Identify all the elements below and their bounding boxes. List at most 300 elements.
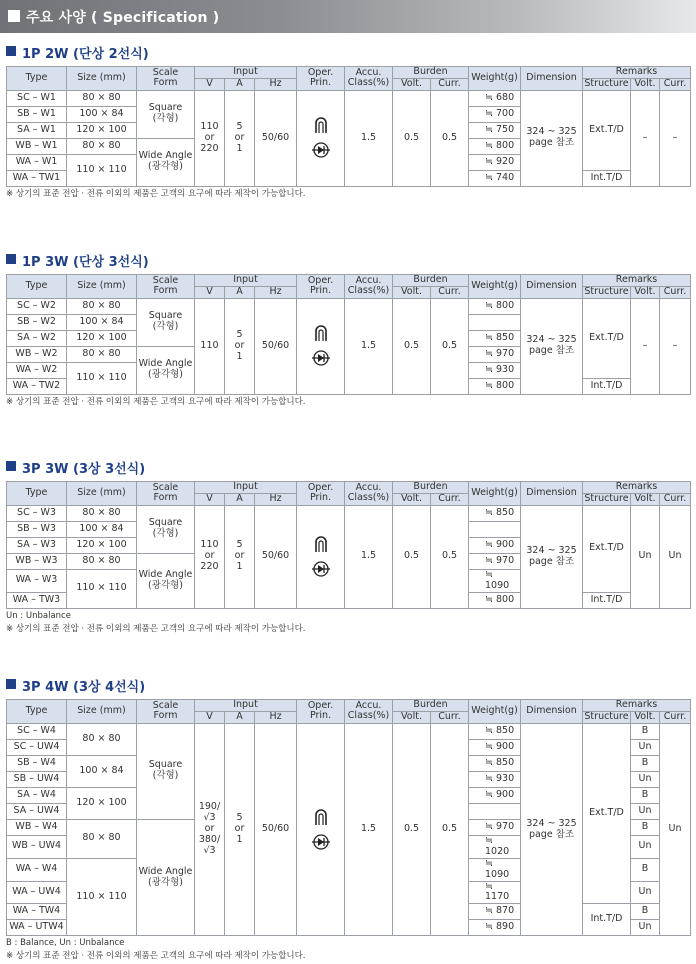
square-bullet-icon xyxy=(8,10,20,22)
section-title: 1P 3W (단상 3선식) xyxy=(22,255,149,270)
scale-wide-kr: (광각형) xyxy=(148,876,183,888)
dimension-cell xyxy=(521,298,583,394)
input-current-1: 5 xyxy=(236,539,243,551)
weight-cell: ≒ 900 xyxy=(469,787,521,803)
legend-note: Un : Unbalance xyxy=(6,610,71,621)
header-accu: Accu. xyxy=(355,274,382,286)
structure-cell: Int.T/D xyxy=(583,170,631,186)
scale-wide: Wide Angle xyxy=(138,150,193,162)
header-v: V xyxy=(195,286,225,298)
table-row xyxy=(7,90,691,106)
weight-cell: ≒ 970 xyxy=(469,819,521,835)
remarks-volt-cell: Un xyxy=(631,835,660,858)
structure-cell: Int.T/D xyxy=(583,378,631,394)
header-size: Size (mm) xyxy=(67,700,137,724)
remarks-curr-cell: – xyxy=(660,90,691,186)
operating-principle-icon xyxy=(297,534,344,580)
header-burden-curr: Curr. xyxy=(431,711,469,723)
dimension-range: 324 ~ 325 xyxy=(526,126,577,138)
header-burden-curr: Curr. xyxy=(431,493,469,505)
header-hz: Hz xyxy=(255,286,297,298)
type-cell: WA – TW2 xyxy=(7,378,67,394)
header-remarks-volt: Volt. xyxy=(631,711,660,723)
header-class: Class(%) xyxy=(347,77,390,89)
header-accu-class xyxy=(345,67,393,91)
header-scale: Scale xyxy=(152,481,179,493)
type-cell: WA – TW1 xyxy=(7,170,67,186)
remarks-curr-cell: Un xyxy=(660,723,691,936)
oper-prin-cell xyxy=(297,90,345,186)
header-type: Type xyxy=(7,700,67,724)
header-remarks: Remarks xyxy=(583,275,691,287)
spec-table xyxy=(6,481,691,609)
section-heading xyxy=(6,457,691,477)
scale-form-cell xyxy=(137,298,195,346)
structure-cell: Ext.T/D xyxy=(583,90,631,170)
header-type: Type xyxy=(7,482,67,506)
square-bullet-icon xyxy=(6,461,16,471)
weight-cell: ≒ 850 xyxy=(469,330,521,346)
type-cell: SA – UW4 xyxy=(7,803,67,819)
title-banner xyxy=(0,0,696,33)
header-oper: Oper. xyxy=(307,481,334,493)
dimension-range: 324 ~ 325 xyxy=(526,817,577,829)
footnote: ※ 상기의 표준 전압 · 전류 이외의 제품은 고객의 요구에 따라 제작이 가능합니다. xyxy=(6,951,306,962)
size-cell: 110 × 110 xyxy=(67,154,137,186)
header-class: Class(%) xyxy=(347,710,390,722)
header-dimension: Dimension xyxy=(521,67,583,91)
header-prin: Prin. xyxy=(309,285,332,297)
header-structure: Structure xyxy=(584,285,629,297)
header-form: Form xyxy=(153,77,178,89)
type-cell: SA – W1 xyxy=(7,122,67,138)
type-cell: WA – W3 xyxy=(7,569,67,592)
type-cell: WA – W4 xyxy=(7,858,67,881)
type-cell: SA – W2 xyxy=(7,330,67,346)
weight-cell: ≒ 740 xyxy=(469,170,521,186)
input-voltage-cell xyxy=(195,723,225,936)
header-scale: Scale xyxy=(152,274,179,286)
spec-table xyxy=(6,699,691,936)
header-oper-prin xyxy=(297,67,345,91)
type-cell: WA – TW3 xyxy=(7,592,67,608)
weight-cell: ≒ 800 xyxy=(469,138,521,154)
rectifier-symbol-icon xyxy=(312,562,330,576)
header-weight: Weight(g) xyxy=(469,482,521,506)
size-cell: 100 × 84 xyxy=(67,521,137,537)
size-cell: 80 × 80 xyxy=(67,553,137,569)
input-current-cell xyxy=(225,298,255,394)
header-burden-curr: Curr. xyxy=(431,286,469,298)
header-size: Size (mm) xyxy=(67,67,137,91)
weight-cell: ≒ 920 xyxy=(469,154,521,170)
structure-cell: Ext.T/D xyxy=(583,505,631,592)
type-cell: WB – UW4 xyxy=(7,835,67,858)
square-bullet-icon xyxy=(6,679,16,689)
weight-cell: ≒ 850 xyxy=(469,755,521,771)
type-cell: SC – W1 xyxy=(7,90,67,106)
accuracy-cell: 1.5 xyxy=(345,90,393,186)
weight-cell: ≒ 1170 xyxy=(469,881,521,904)
header-remarks-curr: Curr. xyxy=(660,78,691,90)
weight-cell: ≒ 1090 xyxy=(469,569,521,592)
type-cell: SA – W4 xyxy=(7,787,67,803)
header-input: Input xyxy=(195,67,297,79)
burden-volt-cell: 0.5 xyxy=(393,723,431,936)
remarks-volt-cell: Un xyxy=(631,771,660,787)
header-a: A xyxy=(225,286,255,298)
type-cell: SC – W3 xyxy=(7,505,67,521)
weight-cell: ≒ 800 xyxy=(469,298,521,314)
header-prin: Prin. xyxy=(309,77,332,89)
input-current-2: 1 xyxy=(236,561,243,573)
header-weight: Weight(g) xyxy=(469,67,521,91)
scale-square-kr: (각형) xyxy=(152,321,179,333)
header-accu-class xyxy=(345,275,393,299)
type-cell: SA – W3 xyxy=(7,537,67,553)
header-burden: Burden xyxy=(393,482,469,494)
operating-principle-icon xyxy=(297,323,344,369)
size-cell: 110 × 110 xyxy=(67,569,137,608)
scale-wide-kr: (광각형) xyxy=(148,579,183,591)
header-scale-form xyxy=(137,67,195,91)
header-structure: Structure xyxy=(584,77,629,89)
header-structure: Structure xyxy=(584,710,629,722)
burden-curr-cell: 0.5 xyxy=(431,90,469,186)
scale-form-cell xyxy=(137,819,195,936)
type-cell: WB – W2 xyxy=(7,346,67,362)
type-cell: SB – W1 xyxy=(7,106,67,122)
input-voltage-2: 380/√3 xyxy=(198,834,221,856)
header-accu: Accu. xyxy=(355,66,382,78)
legend-note: B : Balance, Un : Unbalance xyxy=(6,938,125,949)
header-scale-form xyxy=(137,700,195,724)
rectifier-symbol-icon xyxy=(312,143,330,157)
weight-cell: ≒ 930 xyxy=(469,771,521,787)
scale-wide: Wide Angle xyxy=(138,358,193,370)
input-voltage-1: 110 xyxy=(200,120,219,132)
size-cell: 80 × 80 xyxy=(67,90,137,106)
header-oper-prin xyxy=(297,482,345,506)
structure-cell: Int.T/D xyxy=(583,592,631,608)
page-title: 주요 사양 ( Specification ) xyxy=(26,10,220,26)
weight-cell xyxy=(469,521,521,537)
oper-prin-cell xyxy=(297,298,345,394)
header-burden-volt: Volt. xyxy=(393,493,431,505)
remarks-volt-cell: – xyxy=(631,90,660,186)
weight-cell xyxy=(469,803,521,819)
header-size: Size (mm) xyxy=(67,275,137,299)
remarks-volt-cell: B xyxy=(631,787,660,803)
input-voltage-cell xyxy=(195,298,225,394)
burden-curr-cell: 0.5 xyxy=(431,298,469,394)
burden-volt-cell: 0.5 xyxy=(393,298,431,394)
header-v: V xyxy=(195,711,225,723)
input-voltage-1: 110 xyxy=(200,339,219,351)
scale-square-kr: (각형) xyxy=(152,113,179,125)
footnote: ※ 상기의 표준 전압 · 전류 이외의 제품은 고객의 요구에 따라 제작이 가능합니다. xyxy=(6,396,306,407)
section-heading xyxy=(6,675,691,695)
header-oper: Oper. xyxy=(307,274,334,286)
weight-cell: ≒ 900 xyxy=(469,537,521,553)
remarks-volt-cell: B xyxy=(631,904,660,920)
remarks-volt-cell: Un xyxy=(631,739,660,755)
header-hz: Hz xyxy=(255,493,297,505)
header-form: Form xyxy=(153,285,178,297)
weight-cell: ≒ 850 xyxy=(469,505,521,521)
remarks-volt-cell: – xyxy=(631,298,660,394)
header-burden-volt: Volt. xyxy=(393,286,431,298)
type-cell: SB – UW4 xyxy=(7,771,67,787)
header-weight: Weight(g) xyxy=(469,275,521,299)
frequency-cell: 50/60 xyxy=(255,90,297,186)
remarks-volt-cell: Un xyxy=(631,920,660,936)
header-accu: Accu. xyxy=(355,699,382,711)
header-scale-form xyxy=(137,482,195,506)
remarks-volt-cell: B xyxy=(631,755,660,771)
weight-cell: ≒ 800 xyxy=(469,592,521,608)
weight-cell: ≒ 890 xyxy=(469,920,521,936)
size-cell: 110 × 110 xyxy=(67,362,137,394)
weight-cell: ≒ 970 xyxy=(469,346,521,362)
header-dimension: Dimension xyxy=(521,700,583,724)
dimension-range: 324 ~ 325 xyxy=(526,544,577,556)
type-cell: SC – W4 xyxy=(7,723,67,739)
input-voltage-2: 220 xyxy=(200,561,219,573)
type-cell: SB – W4 xyxy=(7,755,67,771)
burden-volt-cell: 0.5 xyxy=(393,90,431,186)
structure-cell: Ext.T/D xyxy=(583,298,631,378)
header-input: Input xyxy=(195,275,297,287)
section-title: 3P 3W (3상 3선식) xyxy=(22,462,146,477)
weight-cell: ≒ 1020 xyxy=(469,835,521,858)
remarks-volt-cell: Un xyxy=(631,881,660,904)
size-cell: 80 × 80 xyxy=(67,505,137,521)
header-size: Size (mm) xyxy=(67,482,137,506)
type-cell: SC – W2 xyxy=(7,298,67,314)
type-cell: WA – TW4 xyxy=(7,904,67,920)
oper-prin-cell xyxy=(297,505,345,608)
frequency-cell: 50/60 xyxy=(255,723,297,936)
weight-cell: ≒ 900 xyxy=(469,739,521,755)
or-text: or xyxy=(234,339,245,351)
header-hz: Hz xyxy=(255,78,297,90)
or-text: or xyxy=(234,823,245,835)
scale-wide: Wide Angle xyxy=(138,568,193,580)
scale-square-kr: (각형) xyxy=(152,770,179,782)
header-a: A xyxy=(225,493,255,505)
header-accu: Accu. xyxy=(355,481,382,493)
header-type: Type xyxy=(7,67,67,91)
section-title: 1P 2W (단상 2선식) xyxy=(22,47,149,62)
size-cell: 80 × 80 xyxy=(67,138,137,154)
header-prin: Prin. xyxy=(309,710,332,722)
weight-cell xyxy=(469,314,521,330)
header-remarks-volt: Volt. xyxy=(631,493,660,505)
moving-iron-symbol-icon xyxy=(316,537,326,552)
input-current-cell xyxy=(225,90,255,186)
burden-curr-cell: 0.5 xyxy=(431,505,469,608)
scale-form-cell xyxy=(137,346,195,394)
dimension-range: 324 ~ 325 xyxy=(526,334,577,346)
or-text: or xyxy=(204,131,215,143)
scale-form-cell xyxy=(137,723,195,819)
scale-wide: Wide Angle xyxy=(138,865,193,877)
header-burden-curr: Curr. xyxy=(431,78,469,90)
scale-square: Square xyxy=(148,102,183,114)
header-class: Class(%) xyxy=(347,492,390,504)
oper-prin-cell xyxy=(297,723,345,936)
input-current-1: 5 xyxy=(236,328,243,340)
remarks-volt-cell: B xyxy=(631,723,660,739)
burden-curr-cell: 0.5 xyxy=(431,723,469,936)
input-voltage-1: 190/√3 xyxy=(198,801,221,824)
type-cell: WB – W1 xyxy=(7,138,67,154)
header-scale: Scale xyxy=(152,66,179,78)
header-class: Class(%) xyxy=(347,285,390,297)
remarks-volt-cell: Un xyxy=(631,803,660,819)
header-form: Form xyxy=(153,710,178,722)
header-weight: Weight(g) xyxy=(469,700,521,724)
structure-cell: Int.T/D xyxy=(583,904,631,936)
dimension-cell xyxy=(521,505,583,608)
header-remarks-curr: Curr. xyxy=(660,286,691,298)
weight-cell: ≒ 750 xyxy=(469,122,521,138)
frequency-cell: 50/60 xyxy=(255,298,297,394)
or-text: or xyxy=(234,131,245,143)
table-row xyxy=(7,505,691,521)
weight-cell: ≒ 970 xyxy=(469,553,521,569)
rectifier-symbol-icon xyxy=(312,835,330,849)
frequency-cell: 50/60 xyxy=(255,505,297,608)
type-cell: SB – W2 xyxy=(7,314,67,330)
section-heading xyxy=(6,42,691,62)
remarks-volt-cell: B xyxy=(631,858,660,881)
spec-section xyxy=(6,675,691,962)
header-remarks: Remarks xyxy=(583,482,691,494)
header-accu-class xyxy=(345,700,393,724)
size-cell: 80 × 80 xyxy=(67,298,137,314)
rectifier-symbol-icon xyxy=(312,351,330,365)
header-burden: Burden xyxy=(393,275,469,287)
type-cell: SC – UW4 xyxy=(7,739,67,755)
type-cell: SB – W3 xyxy=(7,521,67,537)
header-input: Input xyxy=(195,482,297,494)
moving-iron-symbol-icon xyxy=(316,118,326,133)
size-cell: 80 × 80 xyxy=(67,819,137,858)
header-hz: Hz xyxy=(255,711,297,723)
dimension-cell xyxy=(521,90,583,186)
header-scale-form xyxy=(137,275,195,299)
header-oper: Oper. xyxy=(307,699,334,711)
table-row xyxy=(7,723,691,739)
size-cell: 120 × 100 xyxy=(67,537,137,553)
input-current-2: 1 xyxy=(236,834,243,846)
scale-form-cell xyxy=(137,553,195,608)
scale-square: Square xyxy=(148,759,183,771)
header-remarks-volt: Volt. xyxy=(631,286,660,298)
weight-cell: ≒ 930 xyxy=(469,362,521,378)
square-bullet-icon xyxy=(6,46,16,56)
dimension-page-ref: page 참조 xyxy=(528,345,575,357)
remarks-curr-cell: Un xyxy=(660,505,691,608)
size-cell: 120 × 100 xyxy=(67,122,137,138)
spec-section xyxy=(6,42,691,200)
header-v: V xyxy=(195,493,225,505)
square-bullet-icon xyxy=(6,254,16,264)
input-current-1: 5 xyxy=(236,120,243,132)
structure-cell: Ext.T/D xyxy=(583,723,631,904)
type-cell: WA – UTW4 xyxy=(7,920,67,936)
spec-section xyxy=(6,250,691,408)
header-prin: Prin. xyxy=(309,492,332,504)
size-cell: 100 × 84 xyxy=(67,755,137,787)
scale-wide-kr: (광각형) xyxy=(148,369,183,381)
header-a: A xyxy=(225,78,255,90)
size-cell: 110 × 110 xyxy=(67,858,137,936)
scale-square: Square xyxy=(148,517,183,529)
header-burden: Burden xyxy=(393,67,469,79)
header-oper-prin xyxy=(297,275,345,299)
header-remarks: Remarks xyxy=(583,67,691,79)
spec-table xyxy=(6,66,691,187)
header-structure: Structure xyxy=(584,492,629,504)
header-type: Type xyxy=(7,275,67,299)
input-voltage-cell xyxy=(195,505,225,608)
accuracy-cell: 1.5 xyxy=(345,298,393,394)
weight-cell: ≒ 850 xyxy=(469,723,521,739)
header-burden-volt: Volt. xyxy=(393,711,431,723)
dimension-page-ref: page 참조 xyxy=(528,828,575,840)
input-voltage-cell xyxy=(195,90,225,186)
remarks-volt-cell: Un xyxy=(631,505,660,608)
weight-cell: ≒ 700 xyxy=(469,106,521,122)
size-cell: 80 × 80 xyxy=(67,723,137,755)
input-voltage-2: 220 xyxy=(200,142,219,154)
header-remarks-volt: Volt. xyxy=(631,78,660,90)
table-row xyxy=(7,298,691,314)
header-remarks: Remarks xyxy=(583,700,691,712)
header-form: Form xyxy=(153,492,178,504)
header-burden-volt: Volt. xyxy=(393,78,431,90)
section-title: 3P 4W (3상 4선식) xyxy=(22,680,146,695)
footnote: ※ 상기의 표준 전압 · 전류 이외의 제품은 고객의 요구에 따라 제작이 가능합니다. xyxy=(6,188,306,199)
type-cell: WA – W2 xyxy=(7,362,67,378)
header-v: V xyxy=(195,78,225,90)
scale-square-kr: (각형) xyxy=(152,528,179,540)
header-remarks-curr: Curr. xyxy=(660,711,691,723)
section-heading xyxy=(6,250,691,270)
dimension-page-ref: page 참조 xyxy=(528,555,575,567)
size-cell: 120 × 100 xyxy=(67,330,137,346)
dimension-page-ref: page 참조 xyxy=(528,137,575,149)
scale-wide-kr: (광각형) xyxy=(148,161,183,173)
or-text: or xyxy=(204,823,215,835)
remarks-curr-cell: – xyxy=(660,298,691,394)
header-a: A xyxy=(225,711,255,723)
size-cell: 80 × 80 xyxy=(67,346,137,362)
scale-square: Square xyxy=(148,310,183,322)
input-voltage-1: 110 xyxy=(200,539,219,551)
input-current-cell xyxy=(225,505,255,608)
moving-iron-symbol-icon xyxy=(316,326,326,341)
header-dimension: Dimension xyxy=(521,275,583,299)
type-cell: WA – W1 xyxy=(7,154,67,170)
moving-iron-symbol-icon xyxy=(316,810,326,825)
footnote: ※ 상기의 표준 전압 · 전류 이외의 제품은 고객의 요구에 따라 제작이 가능합니다. xyxy=(6,623,306,634)
size-cell: 100 × 84 xyxy=(67,314,137,330)
dimension-cell xyxy=(521,723,583,936)
